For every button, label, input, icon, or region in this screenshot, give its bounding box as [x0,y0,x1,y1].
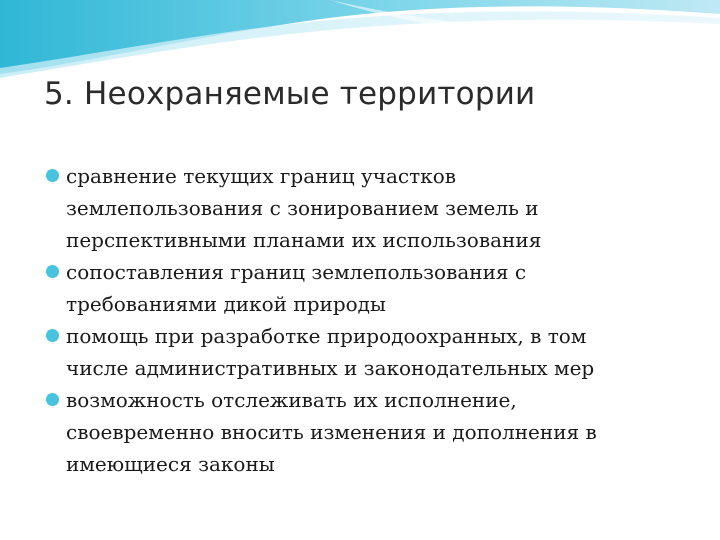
bullet-item [44,160,704,256]
bullet-list [44,160,704,480]
bullet-line: имеющиеся законы [66,452,275,476]
bullet-line: сопоставления границ землепользования с [66,260,527,284]
bullet-line: своевременно вносить изменения и дополнения в [66,420,597,444]
bullet-dot-icon [46,169,59,182]
bullet-line: землепользования с зонированием земель и [66,196,539,220]
bullet-line: помощь при разработке природоохранных, в том [66,324,587,348]
bullet-dot-icon [46,393,59,406]
bullet-dot-icon [46,329,59,342]
bullet-line: перспективными планами их использования [66,228,542,252]
bullet-dot-icon [46,265,59,278]
header-wave-decoration [0,0,720,80]
bullet-line: числе административных и законодательных мер [66,356,595,380]
slide-title: 5. Неохраняемые территории [44,76,536,112]
bullet-line: возможность отслеживать их исполнение, [66,388,517,412]
bullet-item [44,256,704,320]
bullet-line: требованиями дикой природы [66,292,386,316]
bullet-item [44,384,704,480]
bullet-item [44,320,704,384]
bullet-line: сравнение текущих границ участков [66,164,456,188]
